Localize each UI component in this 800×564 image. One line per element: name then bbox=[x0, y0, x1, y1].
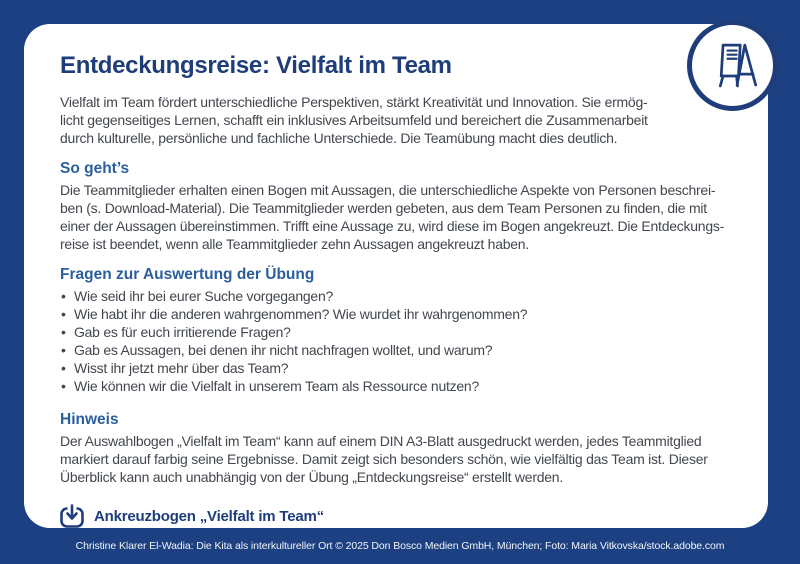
so-gehts-paragraph: Die Teammitglieder erhalten einen Bogen mit Aussagen, die unterschiedliche Aspekte von Personen beschrei- ben (s. Download-Material). Die Teammitglieder werden gebeten, aus dem Team Personen zu finden, die mit einer der Aussagen übereinstimmen. Trifft eine Aussage zu, wird diese im Bogen angekreuzt. Die Entdeckungs- reise ist beendet, wenn alle Teammitglieder zehn Aussagen angekreuzt haben. bbox=[60, 182, 725, 252]
list-item: • Wie seid ihr bei eurer Suche vorgegangen? bbox=[60, 287, 732, 305]
download-link[interactable] bbox=[60, 504, 732, 528]
list-item: • Wie können wir die Vielfalt in unserem Team als Ressource nutzen? bbox=[60, 377, 732, 395]
download-icon bbox=[60, 504, 84, 528]
list-item: • Wisst ihr jetzt mehr über das Team? bbox=[60, 359, 732, 377]
section-heading-fragen: Fragen zur Auswertung der Übung bbox=[60, 266, 315, 283]
hinweis-paragraph: Der Auswahlbogen „Vielfalt im Team“ kann auf einem DIN A3-Blatt ausgedruckt werden, jedes Teammitglied markiert darauf farbig seine Ergebnisse. Damit zeigt sich besonders schön, wie vielfältig das Team ist. Dieser Überblick kann auch unabhängig von der Übung „Entdeckungsreise“ erstellt werden. bbox=[60, 433, 708, 485]
intro-paragraph: Vielfalt im Team fördert unterschiedliche Perspektiven, stärkt Kreativität und Innovation. Sie ermög- licht gegenseitiges Lernen, schafft ein inklusives Arbeitsumfeld und bereichert die Zusammenarbeit durch kulturelle, persönliche und fachliche Unterschiede. Die Teamübung macht dies deutlich. bbox=[60, 94, 648, 146]
fragen-list bbox=[60, 287, 732, 395]
section-heading-hinweis: Hinweis bbox=[60, 411, 119, 428]
card bbox=[24, 24, 768, 528]
download-label: Ankreuzbogen „Vielfalt im Team“ bbox=[94, 507, 324, 525]
list-item: • Gab es Aussagen, bei denen ihr nicht nachfragen wolltet, und warum? bbox=[60, 341, 732, 359]
page-title: Entdeckungsreise: Vielfalt im Team bbox=[60, 52, 452, 79]
list-item: • Wie habt ihr die anderen wahrgenommen? Wie wurdet ihr wahrgenommen? bbox=[60, 305, 732, 323]
list-item: • Gab es für euch irritierende Fragen? bbox=[60, 323, 732, 341]
a-frame-sign-icon bbox=[704, 37, 762, 95]
sandwich-board-badge bbox=[687, 20, 778, 111]
footer-credit: Christine Klarer El-Wadia: Die Kita als interkultureller Ort © 2025 Don Bosco Medien GmbH, München; Foto: Maria Vitkovska/stock.adobe.com bbox=[75, 539, 725, 552]
section-heading-so-gehts: So geht’s bbox=[60, 160, 130, 177]
